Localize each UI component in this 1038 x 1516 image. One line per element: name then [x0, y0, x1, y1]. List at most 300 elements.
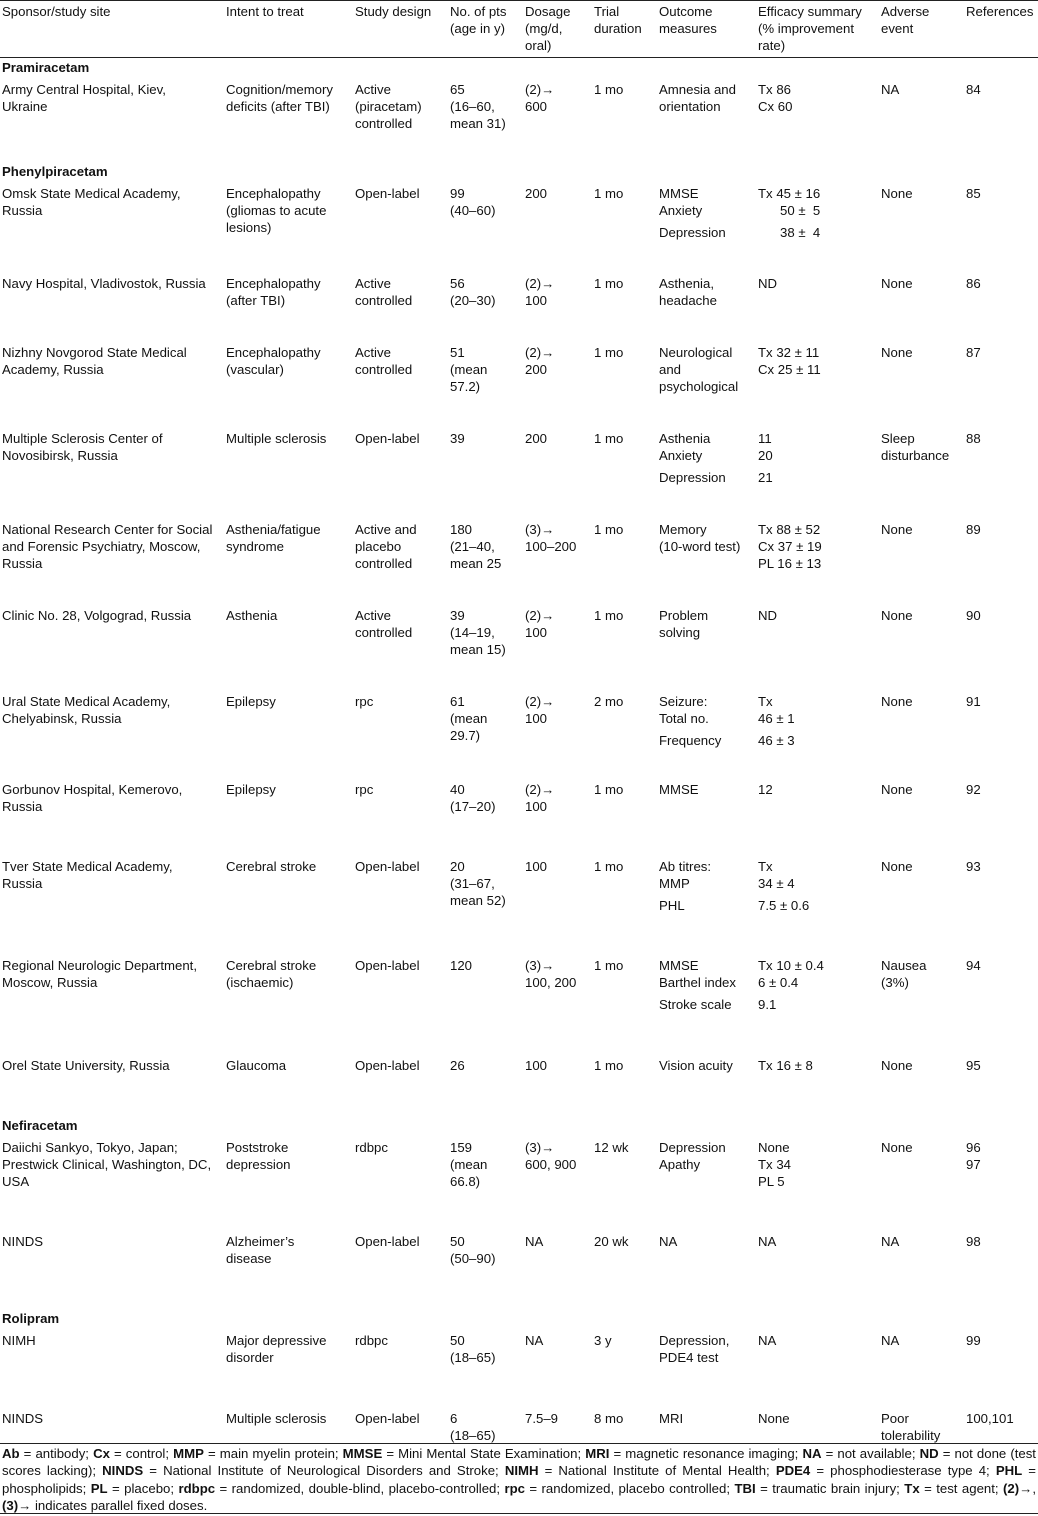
- cell-line: Tx 45 ± 16: [758, 186, 821, 201]
- cell-sponsor: [2, 1410, 43, 1427]
- cell-sponsor: [2, 185, 181, 219]
- cell-intent: [226, 521, 321, 555]
- cell-efficacy: [758, 521, 822, 572]
- cell-line: Major depressive: [226, 1333, 327, 1348]
- cell-dosage: [525, 957, 576, 991]
- cell-line: (14–19,: [450, 625, 495, 640]
- cell-line: Active and: [355, 522, 417, 537]
- cell-line: Asthenia,: [659, 276, 714, 291]
- footnote-abbreviation: TBI: [734, 1480, 756, 1496]
- cell-line: Nizhny Novgorod State Medical: [2, 345, 187, 360]
- cell-line: 100,101: [966, 1411, 1014, 1426]
- footnote-text: = placebo;: [107, 1480, 179, 1496]
- cell-line: Encephalopathy: [226, 276, 321, 291]
- cell-line: Cerebral stroke: [226, 958, 317, 973]
- cell-line: 99: [966, 1333, 981, 1348]
- cell-line: 9.1: [758, 997, 777, 1012]
- header-dosage: [525, 3, 570, 54]
- cell-line: Novosibirsk, Russia: [2, 448, 118, 463]
- cell-dosage: [525, 1332, 543, 1349]
- header-design: [355, 3, 431, 20]
- cell-line: 85: [966, 186, 981, 201]
- cell-intent: [226, 81, 333, 115]
- cell-line: Poor: [881, 1411, 909, 1426]
- cell-dosage: [525, 1410, 558, 1427]
- cell-line: 1 mo: [594, 186, 624, 201]
- cell-line: 39: [450, 431, 465, 446]
- footnote-abbreviation: Ab: [2, 1446, 20, 1461]
- cell-adverse: [881, 344, 913, 361]
- cell-dosage: [525, 81, 554, 115]
- cell-line: Active: [355, 82, 391, 97]
- cell-line: 600, 900: [525, 1157, 577, 1172]
- cell-line: disturbance: [881, 448, 950, 463]
- cell-line: 26: [450, 1058, 465, 1073]
- cell-line: Stroke scale: [659, 997, 732, 1012]
- cell-duration: [594, 1410, 623, 1427]
- cell-line: 100: [525, 1058, 548, 1073]
- cell-line: None: [881, 608, 913, 623]
- footnote-abbreviation: (2)→: [1003, 1480, 1033, 1496]
- cell-line: 2 mo: [594, 694, 624, 709]
- cell-line: Tx 16 ± 8: [758, 1058, 813, 1073]
- cell-line: (mean: [450, 362, 488, 377]
- cell-design: [355, 521, 417, 572]
- cell-references: [966, 275, 981, 292]
- footnote-abbreviation: MMSE: [342, 1446, 383, 1461]
- cell-line: Tx 34: [758, 1157, 791, 1172]
- cell-efficacy: [758, 81, 792, 115]
- cell-line: 7.5 ± 0.6: [758, 898, 810, 913]
- cell-design: [355, 344, 412, 378]
- cell-duration: [594, 1057, 623, 1074]
- footnote-text: = main myelin protein;: [203, 1446, 343, 1461]
- header-line: Dosage: [525, 4, 571, 19]
- cell-line: Cx 25 ± 11: [758, 362, 821, 377]
- cell-line: Epilepsy: [226, 694, 276, 709]
- cell-line: 39: [450, 608, 465, 623]
- cell-dosage: [525, 858, 547, 875]
- cell-sponsor: [2, 81, 166, 115]
- cell-line: 57.2): [450, 379, 481, 394]
- cell-line: controlled: [355, 293, 413, 308]
- cell-outcome: [659, 781, 699, 798]
- cell-line: rdbpc: [355, 1333, 388, 1348]
- footnote-abbreviation: NINDS: [102, 1463, 144, 1479]
- header-line: rate): [758, 38, 786, 53]
- cell-duration: [594, 275, 623, 292]
- cell-line: Army Central Hospital, Kiev,: [2, 82, 166, 97]
- cell-line: 50: [450, 1333, 465, 1348]
- cell-efficacy: [758, 607, 777, 624]
- cell-patients: [450, 607, 506, 658]
- cell-line: MMSE: [659, 186, 699, 201]
- cell-outcome: [659, 1410, 683, 1427]
- cell-line: Open-label: [355, 431, 420, 446]
- cell-patients: [450, 781, 495, 815]
- cell-line: 20: [450, 859, 465, 874]
- cell-line: 40: [450, 782, 465, 797]
- cell-efficacy: [758, 781, 773, 798]
- cell-line: USA: [2, 1174, 30, 1189]
- cell-efficacy: [758, 1139, 791, 1190]
- section-title: Rolipram: [2, 1311, 60, 1326]
- cell-line: (16–60,: [450, 99, 495, 114]
- cell-dosage: [525, 607, 554, 641]
- cell-line: controlled: [355, 116, 413, 131]
- cell-line: Active: [355, 276, 391, 291]
- cell-line: 51: [450, 345, 465, 360]
- header-references: [966, 3, 1033, 20]
- cell-line: 100: [525, 711, 548, 726]
- cell-duration: [594, 344, 623, 361]
- cell-line: None: [881, 782, 913, 797]
- cell-line: Cx 60: [758, 99, 793, 114]
- cell-line: (piracetam): [355, 99, 422, 114]
- cell-line: Moscow, Russia: [2, 975, 98, 990]
- cell-line: PHL: [659, 898, 685, 913]
- cell-line: Amnesia and: [659, 82, 736, 97]
- cell-line: Depression: [659, 225, 726, 240]
- cell-line: Depression: [659, 1140, 726, 1155]
- cell-line: NIMH: [2, 1333, 36, 1348]
- cell-design: [355, 1057, 420, 1074]
- cell-line: Encephalopathy: [226, 345, 321, 360]
- cell-intent: [226, 1057, 286, 1074]
- cell-line: Russia: [2, 799, 43, 814]
- cell-line: 61: [450, 694, 465, 709]
- header-duration: [594, 3, 642, 37]
- cell-duration: [594, 81, 623, 98]
- cell-intent: [226, 1139, 291, 1173]
- cell-line: 100, 200: [525, 975, 577, 990]
- cell-line: (gliomas to acute: [226, 203, 327, 218]
- footnote-text: = phospholipids;: [2, 1463, 1036, 1496]
- footnote-text: indicates parallel fixed doses.: [31, 1497, 208, 1513]
- cell-outcome: [659, 957, 736, 1013]
- cell-line: Multiple sclerosis: [226, 431, 327, 446]
- cell-line: NA: [758, 1234, 777, 1249]
- cell-line: Asthenia/fatigue: [226, 522, 321, 537]
- cell-line: orientation: [659, 99, 721, 114]
- cell-outcome: [659, 858, 711, 914]
- cell-adverse: [881, 693, 913, 710]
- cell-outcome: [659, 344, 738, 395]
- header-rule: [0, 57, 1038, 58]
- cell-intent: [226, 693, 276, 710]
- footnote-abbreviation: rdbpc: [178, 1480, 216, 1496]
- cell-references: [966, 693, 981, 710]
- cell-duration: [594, 607, 623, 624]
- cell-line: Orel State University, Russia: [2, 1058, 170, 1073]
- cell-design: [355, 1332, 388, 1349]
- header-line: Study design: [355, 4, 432, 19]
- cell-line: 56: [450, 276, 465, 291]
- cell-efficacy: [758, 430, 773, 486]
- cell-line: 1 mo: [594, 608, 624, 623]
- header-line: Adverse: [881, 4, 930, 19]
- cell-line: Russia: [2, 876, 43, 891]
- cell-dosage: [525, 781, 554, 815]
- cell-line: deficits (after TBI): [226, 99, 330, 114]
- cell-line: None: [881, 859, 913, 874]
- cell-design: [355, 607, 412, 641]
- footnote-abbreviation: Cx: [93, 1446, 110, 1461]
- cell-line: Russia: [2, 556, 43, 571]
- cell-outcome: [659, 430, 726, 486]
- cell-line: Open-label: [355, 1058, 420, 1073]
- cell-line: 100–200: [525, 539, 577, 554]
- cell-intent: [226, 1332, 326, 1366]
- cell-sponsor: [2, 607, 191, 624]
- cell-references: [966, 430, 981, 447]
- cell-line: Open-label: [355, 1234, 420, 1249]
- cell-line: 50 ± 5: [758, 203, 821, 218]
- cell-line: None: [881, 1058, 913, 1073]
- header-line: Outcome: [659, 4, 713, 19]
- footnote-abbreviation: PDE4: [775, 1463, 811, 1479]
- cell-efficacy: [758, 1332, 776, 1349]
- cell-line: rdbpc: [355, 1140, 388, 1155]
- cell-duration: [594, 1233, 628, 1250]
- cell-line: 8 mo: [594, 1411, 624, 1426]
- cell-line: Nausea: [881, 958, 927, 973]
- cell-intent: [226, 1410, 326, 1427]
- cell-line: 6: [450, 1411, 458, 1426]
- cell-line: None: [881, 522, 913, 537]
- cell-patients: [450, 1139, 487, 1190]
- cell-line: 84: [966, 82, 981, 97]
- cell-line: Regional Neurologic Department,: [2, 958, 197, 973]
- cell-design: [355, 1410, 420, 1427]
- cell-line: Gorbunov Hospital, Kemerovo,: [2, 782, 183, 797]
- cell-dosage: [525, 275, 554, 309]
- cell-references: [966, 521, 981, 538]
- cell-sponsor: [2, 1057, 170, 1074]
- cell-line: placebo: [355, 539, 402, 554]
- header-intent: [226, 3, 304, 20]
- cell-line: Clinic No. 28, Volgograd, Russia: [2, 608, 192, 623]
- cell-line: 87: [966, 345, 981, 360]
- cell-line: 1 mo: [594, 82, 624, 97]
- cell-line: (2)→: [525, 345, 555, 360]
- cell-design: [355, 275, 412, 309]
- cell-line: MMSE: [659, 958, 699, 973]
- section-title: Nefiracetam: [2, 1118, 78, 1133]
- cell-patients: [450, 344, 487, 395]
- cell-line: 200: [525, 186, 548, 201]
- cell-line: PL 16 ± 13: [758, 556, 822, 571]
- cell-intent: [226, 957, 316, 991]
- cell-intent: [226, 430, 326, 447]
- cell-line: Cx 37 ± 19: [758, 539, 822, 554]
- cell-adverse: [881, 275, 913, 292]
- footnote-text: = Mini Mental State Examination;: [382, 1446, 586, 1461]
- cell-intent: [226, 275, 321, 309]
- cell-line: 1 mo: [594, 276, 624, 291]
- cell-adverse: [881, 1233, 899, 1250]
- cell-line: (20–30): [450, 293, 496, 308]
- cell-line: (2)→: [525, 82, 555, 97]
- footnote-abbreviation: NA: [802, 1446, 822, 1461]
- cell-outcome: [659, 1233, 677, 1250]
- cell-design: [355, 81, 422, 132]
- cell-line: Open-label: [355, 1411, 420, 1426]
- cell-line: None: [881, 1140, 913, 1155]
- cell-line: NA: [881, 1234, 900, 1249]
- footnote-abbreviation: MRI: [585, 1446, 610, 1461]
- cell-design: [355, 781, 373, 798]
- cell-sponsor: [2, 1139, 211, 1190]
- cell-line: NA: [881, 82, 900, 97]
- table-footnote: [2, 1445, 1036, 1514]
- cell-line: 20 wk: [594, 1234, 629, 1249]
- cell-line: 94: [966, 958, 981, 973]
- cell-line: Tx 88 ± 52: [758, 522, 821, 537]
- cell-design: [355, 693, 373, 710]
- cell-line: 38 ± 4: [758, 225, 821, 240]
- header-line: Intent to treat: [226, 4, 304, 19]
- cell-sponsor: [2, 1233, 43, 1250]
- cell-line: PL 5: [758, 1174, 785, 1189]
- cell-line: Russia: [2, 203, 43, 218]
- cell-line: disorder: [226, 1350, 274, 1365]
- cell-patients: [450, 957, 472, 974]
- cell-sponsor: [2, 858, 173, 892]
- cell-sponsor: [2, 781, 182, 815]
- cell-efficacy: [758, 1233, 776, 1250]
- header-sponsor: [2, 3, 111, 20]
- cell-sponsor: [2, 430, 163, 464]
- cell-line: (17–20): [450, 799, 496, 814]
- cell-line: 200: [525, 362, 548, 377]
- footnote-text: = not available;: [821, 1446, 920, 1461]
- cell-line: 12 wk: [594, 1140, 629, 1155]
- cell-line: 100: [525, 293, 548, 308]
- cell-line: Vision acuity: [659, 1058, 733, 1073]
- header-line: oral): [525, 38, 552, 53]
- cell-line: (vascular): [226, 362, 284, 377]
- cell-efficacy: [758, 275, 777, 292]
- cell-line: NA: [659, 1234, 678, 1249]
- footnote-abbreviation: Tx: [904, 1480, 920, 1496]
- cell-line: Poststroke: [226, 1140, 289, 1155]
- cell-line: 12: [758, 782, 773, 797]
- footnote-abbreviation: MMP: [173, 1446, 204, 1461]
- cell-line: Daiichi Sankyo, Tokyo, Japan;: [2, 1140, 178, 1155]
- header-efficacy: [758, 3, 862, 54]
- cell-patients: [450, 858, 506, 909]
- cell-line: Encephalopathy: [226, 186, 321, 201]
- cell-duration: [594, 781, 623, 798]
- cell-line: Anxiety: [659, 448, 703, 463]
- section-title: Pramiracetam: [2, 60, 90, 75]
- cell-efficacy: [758, 858, 809, 914]
- cell-line: 1 mo: [594, 782, 624, 797]
- cell-line: Glaucoma: [226, 1058, 287, 1073]
- cell-line: depression: [226, 1157, 291, 1172]
- cell-adverse: [881, 1332, 899, 1349]
- cell-line: 93: [966, 859, 981, 874]
- cell-line: 65: [450, 82, 465, 97]
- cell-line: Neurological: [659, 345, 733, 360]
- cell-line: psychological: [659, 379, 739, 394]
- cell-patients: [450, 1057, 465, 1074]
- cell-line: controlled: [355, 625, 413, 640]
- cell-sponsor: [2, 521, 212, 572]
- cell-outcome: [659, 693, 721, 749]
- cell-references: [966, 344, 981, 361]
- cell-intent: [226, 781, 276, 798]
- cell-line: and: [659, 362, 682, 377]
- cell-line: 1 mo: [594, 1058, 624, 1073]
- cell-duration: [594, 693, 623, 710]
- cell-intent: [226, 858, 316, 875]
- cell-line: 159: [450, 1140, 473, 1155]
- cell-sponsor: [2, 693, 170, 727]
- cell-dosage: [525, 1057, 547, 1074]
- cell-dosage: [525, 693, 554, 727]
- cell-adverse: [881, 1139, 913, 1156]
- cell-outcome: [659, 1139, 726, 1173]
- cell-design: [355, 185, 420, 202]
- cell-line: 180: [450, 522, 473, 537]
- cell-sponsor: [2, 1332, 36, 1349]
- cell-line: 6 ± 0.4: [758, 975, 799, 990]
- cell-line: (mean: [450, 1157, 488, 1172]
- cell-intent: [226, 607, 277, 624]
- header-line: Efficacy summary: [758, 4, 862, 19]
- cell-line: Sleep: [881, 431, 915, 446]
- cell-line: Ural State Medical Academy,: [2, 694, 171, 709]
- cell-line: Tx: [758, 694, 773, 709]
- cell-patients: [450, 81, 506, 132]
- cell-line: (2)→: [525, 276, 555, 291]
- footnote-text: = randomized, double-blind, placebo-controlled;: [215, 1480, 505, 1496]
- cell-line: 97: [966, 1157, 981, 1172]
- cell-patients: [450, 1332, 495, 1366]
- cell-line: 1 mo: [594, 522, 624, 537]
- footnote-text: = not done (test scores lacking);: [2, 1446, 1036, 1479]
- cell-line: 91: [966, 694, 981, 709]
- cell-line: (31–67,: [450, 876, 495, 891]
- footnote-abbreviation: (3)→: [2, 1497, 32, 1513]
- cell-line: Ukraine: [2, 99, 48, 114]
- header-line: Trial: [594, 4, 620, 19]
- cell-line: 600: [525, 99, 548, 114]
- cell-line: 34 ± 4: [758, 876, 795, 891]
- cell-sponsor: [2, 275, 206, 292]
- footnote-text: = antibody;: [19, 1446, 94, 1461]
- cell-line: 1 mo: [594, 431, 624, 446]
- cell-line: syndrome: [226, 539, 284, 554]
- footnote-text: = National Institute of Mental Health;: [538, 1463, 776, 1479]
- cell-line: (ischaemic): [226, 975, 294, 990]
- cell-references: [966, 858, 981, 875]
- cell-line: Depression,: [659, 1333, 730, 1348]
- cell-line: Active: [355, 345, 391, 360]
- cell-design: [355, 858, 420, 875]
- cell-duration: [594, 185, 623, 202]
- cell-line: mean 15): [450, 642, 506, 657]
- cell-line: (3)→: [525, 522, 555, 537]
- footnote-abbreviation: ND: [919, 1446, 939, 1461]
- cell-references: [966, 81, 981, 98]
- cell-line: MRI: [659, 1411, 684, 1426]
- cell-references: [966, 781, 981, 798]
- cell-outcome: [659, 607, 708, 641]
- cell-duration: [594, 1139, 628, 1156]
